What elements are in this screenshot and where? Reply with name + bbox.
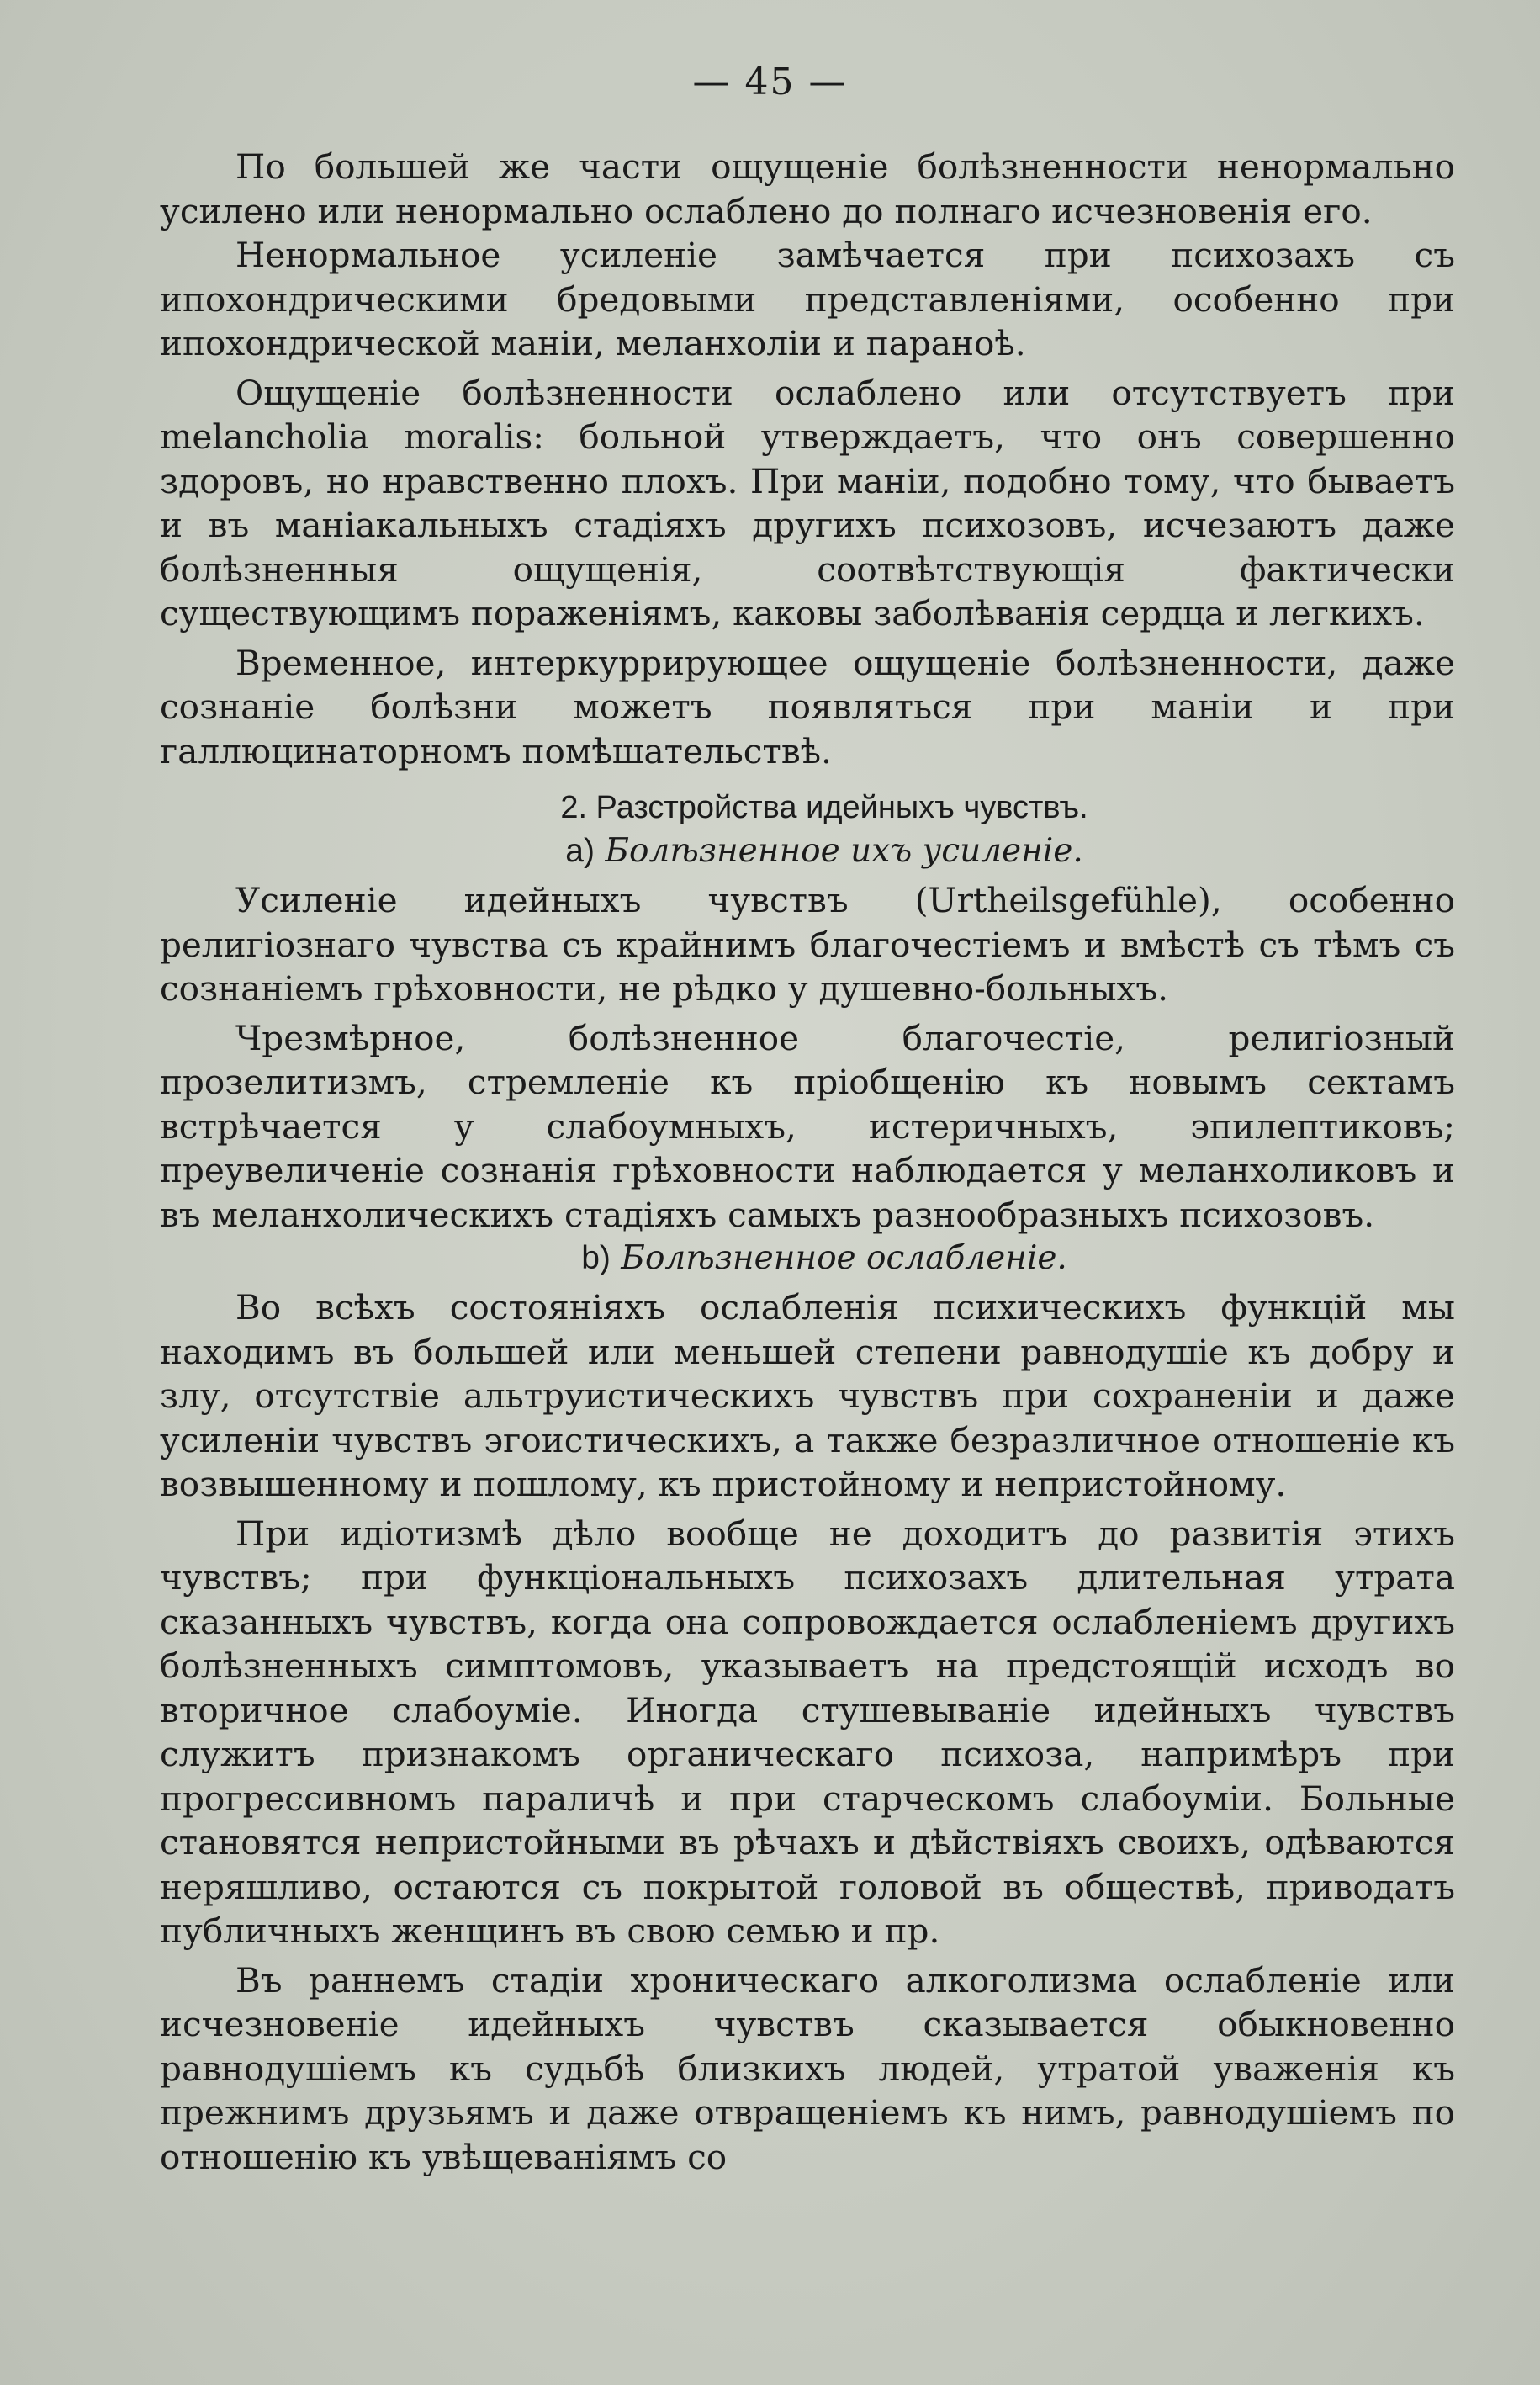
- paragraph-temporary-sense: Временное, интеркуррирующее ощущеніе болѣзненности, даже сознаніе болѣзни можетъ появляться при маніи и при галлюцинаторномъ помѣшательствѣ.: [160, 642, 1455, 771]
- page-number: — 45 —: [692, 61, 848, 103]
- paragraph-weakened-sense: Ощущеніе болѣзненности ослаблено или отсутствуетъ при melancholia moralis: больной утверждаетъ, что онъ совершенно здоровъ, но нравственно плохъ. При маніи, подобно тому, что бываетъ и въ маніакальныхъ стадіяхъ другихъ психозовъ, исчезаютъ даже болѣзненныя ощущенія, соотвѣтствующія фактически существующимъ пораженіямъ, каковы заболѣванія сердца и легкихъ.: [160, 372, 1455, 633]
- paragraph-excessive-piety: Чрезмѣрное, болѣзненное благочестіе, религіозный прозелитизмъ, стремленіе къ пріобщенію къ новымъ сектамъ встрѣчается у слабоумныхъ, истеричныхъ, эпилептиковъ; преувеличеніе сознанія грѣховности наблюдается у меланхоликовъ и въ меланхолическихъ стадіяхъ самыхъ разнообразныхъ психозовъ.: [160, 1017, 1455, 1235]
- subsection-b-heading: [160, 1237, 1455, 1280]
- subsection-b-title: Болѣзненное ослабленіе.: [621, 1239, 1067, 1277]
- paragraph-weakening-states: Во всѣхъ состояніяхъ ослабленія психическихъ функцій мы находимъ въ большей или меньшей степени равнодушіе къ добру и злу, отсутствіе альтруистическихъ чувствъ при сохраненіи и даже усиленіи чувствъ эгоистическихъ, а также безразличное отношеніе къ возвышенному и пошлому, къ пристойному и непристойному.: [160, 1287, 1455, 1504]
- paragraph-abnormal-increase: Ненормальное усиленіе замѣчается при психозахъ съ ипохондрическими бредовыми представленіями, особенно при ипохондрической маніи, меланхоліи и паранoѣ.: [160, 235, 1455, 363]
- subsection-a-letter: a): [565, 833, 595, 869]
- section-heading: 2. Разстройства идейныхъ чувствъ.: [560, 790, 1088, 825]
- subsection-a-title: Болѣзненное ихъ усиленіе.: [605, 832, 1083, 870]
- paragraph-alcoholism: Въ раннемъ стадіи хроническаго алкоголизма ослабленіе или исчезновеніе идейныхъ чувствъ сказывается обыкновенно равнодушіемъ къ судьбѣ близкихъ людей, утратой уваженія къ прежнимъ друзьямъ и даже отвращеніемъ къ нимъ, равнодушіемъ по отношенію къ увѣщеваніямъ со: [160, 1959, 1455, 2177]
- subsection-b-letter: b): [581, 1240, 611, 1276]
- paragraph-idiotism: При идіотизмѣ дѣло вообще не доходитъ до развитія этихъ чувствъ; при функціональныхъ психозахъ длительная утрата сказанныхъ чувствъ, когда она сопровождается ослабленіемъ другихъ болѣзненныхъ симптомовъ, указываетъ на предстоящій исходъ во вторичное слабоуміе. Иногда стушевываніе идейныхъ чувствъ служитъ признакомъ органическаго психоза, напримѣръ при прогрессивномъ параличѣ и при старческомъ слабоуміи. Больные становятся непристойными въ рѣчахъ и дѣйствіяхъ своихъ, одѣваются неряшливо, остаются съ покрытой головой въ обществѣ, приводатъ публичныхъ женщинъ въ свою семью и пр.: [160, 1513, 1455, 1951]
- paragraph-idea-feelings-increase: Усиленіе идейныхъ чувствъ (Urtheilsgefühle), особенно религіознаго чувства съ крайнимъ благочестіемъ и вмѣстѣ съ тѣмъ съ сознаніемъ грѣховности, не рѣдко у душевно-больныхъ.: [160, 880, 1455, 1009]
- subsection-a-heading: [160, 829, 1455, 873]
- paragraph-abnormal-sense: По большей же части ощущеніе болѣзненности ненормально усилено или ненормально ослаблено до полнаго исчезновенія его.: [160, 146, 1455, 231]
- body-text: [160, 145, 1455, 2179]
